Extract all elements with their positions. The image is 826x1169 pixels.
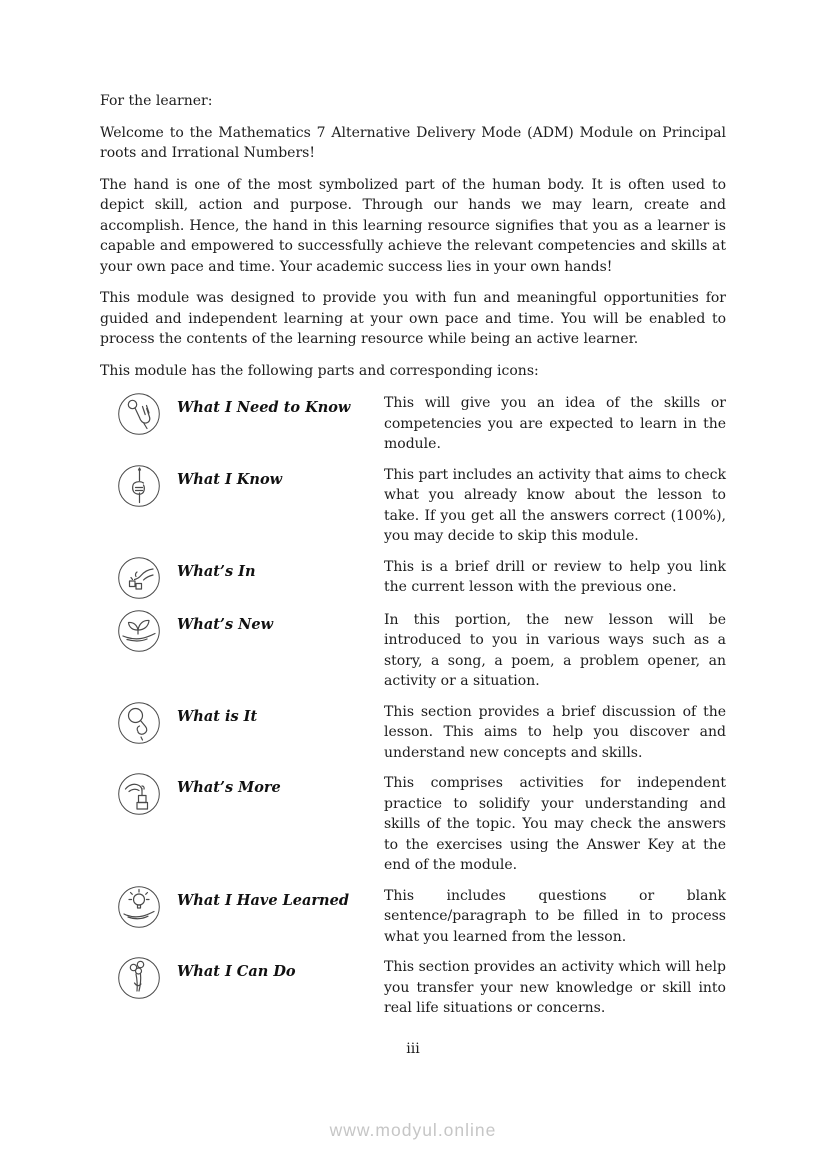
flowers-hand-icon bbox=[117, 956, 161, 1000]
part-description: This comprises activities for independent practice to solidify your understanding and skills of the topic. You may check the answers to the exercises using the Answer Key at the end of the module. bbox=[384, 775, 726, 873]
blocks-hand-icon bbox=[117, 556, 161, 600]
module-part-row bbox=[100, 609, 726, 692]
module-part-row bbox=[100, 885, 726, 948]
part-label: What I Need to Know bbox=[177, 399, 351, 416]
part-description: This section provides an activity which will help you transfer your new knowledge or skill into real life situations or concerns. bbox=[384, 959, 726, 1016]
part-description: This will give you an idea of the skills or competencies you are expected to learn in the module. bbox=[384, 395, 726, 452]
lightbulb-hand-icon bbox=[117, 885, 161, 929]
part-label: What I Can Do bbox=[177, 963, 296, 980]
magnifier-hand-icon bbox=[117, 701, 161, 745]
part-label: What I Have Learned bbox=[177, 891, 349, 909]
salutation: For the learner: bbox=[100, 93, 213, 109]
part-description: This includes questions or blank sentence/paragraph to be filled in to process what you learned from the lesson. bbox=[384, 887, 726, 945]
pencil-hand-icon bbox=[117, 464, 161, 508]
part-label: What I Know bbox=[177, 470, 283, 488]
module-part-row bbox=[100, 464, 726, 547]
part-description: In this portion, the new lesson will be introduced to you in various ways such as a story, a song, a poem, a problem opener, an activity or a situation. bbox=[384, 611, 726, 689]
touch-hand-icon bbox=[117, 392, 161, 436]
module-part-row bbox=[100, 556, 726, 600]
module-part-row bbox=[100, 701, 726, 764]
part-description: This is a brief drill or review to help you link the current lesson with the previous one. bbox=[384, 558, 726, 595]
intro-paragraph-parts-lead-in: This module has the following parts and corresponding icons: bbox=[100, 362, 539, 379]
intro-paragraph-module-design: This module was designed to provide you with fun and meaningful opportunities for guided and independent learning at your own pace and time. You will be enabled to process the contents of the learning resource while being an active learner. bbox=[100, 290, 726, 347]
module-part-row bbox=[100, 956, 726, 1019]
part-description: This part includes an activity that aims to check what you already know about the lesson to take. If you get all the answers correct (100%), you may decide to skip this module. bbox=[384, 466, 726, 544]
part-label: What’s More bbox=[177, 779, 281, 796]
intro-paragraph-welcome: Welcome to the Mathematics 7 Alternative Delivery Mode (ADM) Module on Principal roots and Irrational Numbers! bbox=[100, 124, 726, 161]
part-description: This section provides a brief discussion of the lesson. This aims to help you discover and understand new concepts and skills. bbox=[384, 703, 726, 761]
watermark-text: www.modyul.online bbox=[329, 1120, 497, 1140]
part-label: What is It bbox=[177, 707, 258, 725]
module-parts-table bbox=[100, 392, 726, 1019]
module-part-row bbox=[100, 392, 726, 455]
stacking-hand-icon bbox=[117, 772, 161, 816]
part-label: What’s New bbox=[177, 615, 274, 633]
intro-paragraph-hand: The hand is one of the most symbolized part of the human body. It is often used to depict skill, action and purpose. Through our hands we may learn, create and accomplish. Hence, the hand in this learning resource signifies that you as a learner is capable and empowered to successfully achieve the relevant competencies and skills at your own pace and time. Your academic success lies in your own hands! bbox=[100, 176, 726, 275]
part-label: What’s In bbox=[177, 562, 256, 580]
page-number: iii bbox=[406, 1040, 420, 1057]
seedling-hand-icon bbox=[117, 609, 161, 653]
module-part-row bbox=[100, 772, 726, 876]
